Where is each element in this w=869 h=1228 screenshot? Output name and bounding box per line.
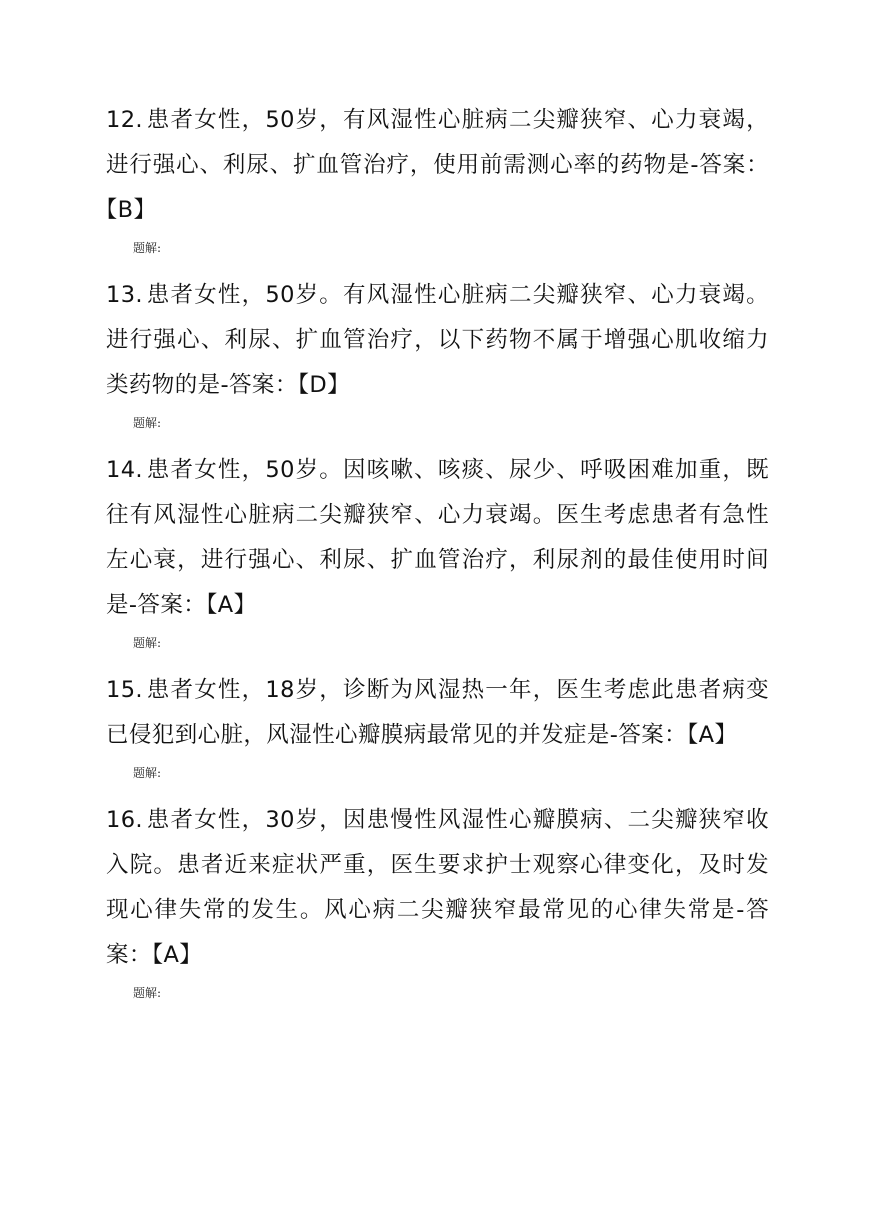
explanation-label: 题解: xyxy=(133,986,162,1000)
question-number: 13. xyxy=(106,282,143,308)
answer-label: 【D】 xyxy=(297,372,351,398)
explanation-label: 题解: xyxy=(133,766,162,780)
question-text xyxy=(106,668,769,758)
question-number: 12. xyxy=(106,107,143,133)
question-text xyxy=(106,98,769,233)
question-13 xyxy=(106,273,769,431)
explanation-label: 题解: xyxy=(133,636,162,650)
question-body: 患者女性，50岁。因咳嗽、咳痰、尿少、呼吸困难加重，既往有风湿性心脏病二尖瓣狭窄、心力衰竭。医生考虑患者有急性左心衰，进行强心、利尿、扩血管治疗，利尿剂的最佳使用时间是-答案： xyxy=(106,457,769,618)
question-text xyxy=(106,448,769,628)
question-body: 患者女性，18岁，诊断为风湿热一年，医生考虑此患者病变已侵犯到心脏，风湿性心瓣膜病最常见的并发症是-答案： xyxy=(106,677,769,748)
question-number: 15. xyxy=(106,677,143,703)
question-14 xyxy=(106,448,769,651)
answer-label: 【A】 xyxy=(687,722,738,748)
question-body: 患者女性，30岁，因患慢性风湿性心瓣膜病、二尖瓣狭窄收入院。患者近来症状严重，医生要求护士观察心律变化，及时发现心律失常的发生。风心病二尖瓣狭窄最常见的心律失常是-答案： xyxy=(106,807,769,968)
question-16 xyxy=(106,798,769,1001)
question-text xyxy=(106,273,769,408)
answer-label: 【B】 xyxy=(106,197,157,223)
question-15 xyxy=(106,668,769,781)
question-text xyxy=(106,798,769,978)
question-body: 患者女性，50岁。有风湿性心脏病二尖瓣狭窄、心力衰竭。进行强心、利尿、扩血管治疗，以下药物不属于增强心肌收缩力类药物的是-答案： xyxy=(106,282,769,398)
question-number: 16. xyxy=(106,807,143,833)
explanation-label: 题解: xyxy=(133,241,162,255)
question-body: 患者女性，50岁，有风湿性心脏病二尖瓣狭窄、心力衰竭，进行强心、利尿、扩血管治疗，使用前需测心率的药物是-答案： xyxy=(106,107,769,178)
answer-label: 【A】 xyxy=(206,592,257,618)
question-12 xyxy=(106,98,769,256)
answer-label: 【A】 xyxy=(151,942,203,968)
explanation-label: 题解: xyxy=(133,416,162,430)
question-number: 14. xyxy=(106,457,143,483)
